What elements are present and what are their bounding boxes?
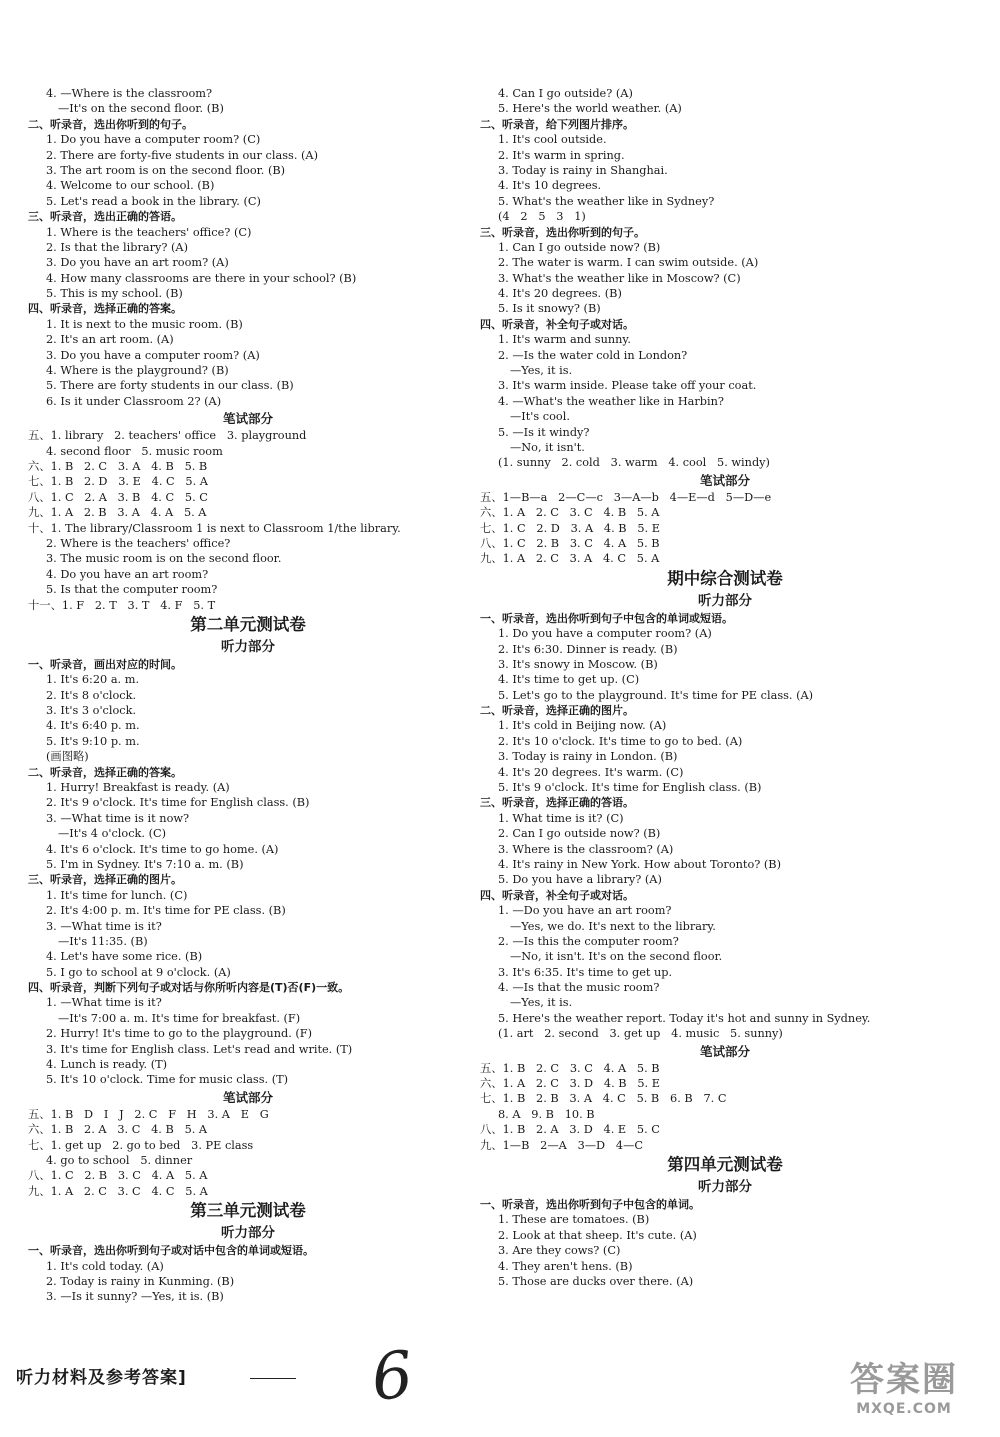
section-heading: 四、听录音，补全句子或对话。	[480, 317, 634, 331]
answer-line: 4. Where is the playground? (B)	[46, 364, 229, 378]
answer-line: 4. —What's the weather like in Harbin?	[498, 394, 724, 408]
answer-line: 8. A 9. B 10. B	[498, 1107, 595, 1121]
answer-line: 2. The water is warm. I can swim outside. (A)	[498, 256, 759, 270]
answer-line: 3. The music room is on the second floor.	[46, 552, 282, 566]
answer-line: 七、1. C 2. D 3. A 4. B 5. E	[480, 521, 660, 535]
section-heading: 四、听录音，判断下列句子或对话与你所听内容是(T)否(F)一致。	[28, 981, 350, 995]
section-heading: 三、听录音，选出你听到的句子。	[480, 225, 645, 239]
answer-line: 2. It's warm in spring.	[498, 148, 625, 162]
answer-line: 五、1. library 2. teachers' office 3. playground	[28, 429, 307, 443]
part-title: 笔试部分	[699, 472, 750, 488]
answer-line: 3. It's 6:35. It's time to get up.	[498, 965, 673, 979]
answer-line: 2. Can I go outside now? (B)	[498, 827, 661, 841]
answer-line: 九、1—B 2—A 3—D 4—C	[480, 1138, 644, 1152]
answer-line: 1. It's cold today. (A)	[46, 1259, 164, 1273]
watermark-site: MXQE.COM	[856, 1401, 952, 1417]
part-title: 笔试部分	[699, 1043, 750, 1059]
answer-line: 1. Do you have a computer room? (A)	[498, 627, 712, 641]
answer-line: 3. Today is rainy in Shanghai.	[498, 163, 668, 177]
answer-line: 4. Welcome to our school. (B)	[46, 179, 215, 193]
answer-line: 3. —Is it sunny? —Yes, it is. (B)	[46, 1290, 224, 1304]
answer-line: 2. Where is the teachers' office?	[46, 536, 231, 550]
answer-line: —It's 7:00 a. m. It's time for breakfast. (F)	[58, 1011, 301, 1025]
section-heading: 一、听录音，选出你听到句子或对话中包含的单词或短语。	[28, 1244, 314, 1258]
answer-line: 五、1. B 2. C 3. C 4. A 5. B	[480, 1061, 660, 1075]
answer-line: 2. It's 9 o'clock. It's time for English class. (B)	[46, 796, 310, 810]
answer-line: 4. It's rainy in New York. How about Toronto? (B)	[498, 857, 782, 871]
watermark-logo: 答案圈	[850, 1360, 958, 1400]
section-heading: 二、听录音，给下列图片排序。	[480, 117, 634, 131]
answer-line: 3. Are they cows? (C)	[498, 1244, 621, 1258]
answer-line: 4. It's 20 degrees. It's warm. (C)	[498, 765, 684, 779]
answer-line: 3. Today is rainy in London. (B)	[498, 750, 678, 764]
answer-line: 5. Let's go to the playground. It's time for PE class. (A)	[498, 688, 814, 702]
answer-line: 1. Can I go outside now? (B)	[498, 240, 661, 254]
section-heading: 一、听录音，选出你听到句子中包含的单词或短语。	[480, 611, 733, 625]
section-heading: 二、听录音，选出你听到的句子。	[28, 117, 193, 131]
answer-line: 2. It's 6:30. Dinner is ready. (B)	[498, 642, 678, 656]
answer-line: 3. The art room is on the second floor. (B)	[46, 163, 286, 177]
section-heading: 一、听录音，画出对应的时间。	[28, 657, 182, 671]
answer-line: 1. —Do you have an art room?	[498, 904, 672, 918]
answer-line: (画图略)	[46, 750, 89, 764]
answer-line: 5. I go to school at 9 o'clock. (A)	[46, 965, 231, 979]
answer-line: 五、1. B D I J 2. C F H 3. A E G	[28, 1107, 269, 1121]
answer-line: 5. There are forty students in our class. (B)	[46, 379, 294, 393]
answer-line: 5. I'm in Sydney. It's 7:10 a. m. (B)	[46, 857, 244, 871]
answer-line: 4. How many classrooms are there in your school? (B)	[46, 271, 357, 285]
answer-line: 4. Can I go outside? (A)	[498, 87, 633, 100]
answer-line: 1. —What time is it?	[46, 996, 162, 1010]
answer-line: 4. Do you have an art room?	[46, 567, 209, 581]
answer-line: 1. It's 6:20 a. m.	[46, 673, 140, 687]
unit-title: 第四单元测试卷	[667, 1155, 783, 1174]
answer-line: 七、1. B 2. B 3. A 4. C 5. B 6. B 7. C	[480, 1092, 727, 1106]
answer-line: 八、1. C 2. A 3. B 4. C 5. C	[28, 490, 208, 504]
footer-rule	[250, 1378, 296, 1379]
answer-line: 5. This is my school. (B)	[46, 287, 183, 301]
answer-line: —No, it isn't. It's on the second floor.	[510, 950, 723, 964]
answer-line: 4. It's 20 degrees. (B)	[498, 287, 622, 301]
answer-line: 3. —What time is it now?	[46, 811, 190, 825]
answer-line: 1. What time is it? (C)	[498, 811, 624, 825]
answer-line: 4. It's time to get up. (C)	[498, 673, 640, 687]
answer-line: 2. Look at that sheep. It's cute. (A)	[498, 1228, 697, 1242]
answer-line: 3. What's the weather like in Moscow? (C)	[498, 271, 741, 285]
answer-line: 5. It's 9 o'clock. It's time for English class. (B)	[498, 781, 762, 795]
answer-line: 1. It is next to the music room. (B)	[46, 317, 243, 331]
answer-line: 2. It's 10 o'clock. It's time to go to bed. (A)	[498, 734, 743, 748]
answer-line: 5. What's the weather like in Sydney?	[498, 194, 715, 208]
answer-line: 1. It's cool outside.	[498, 133, 607, 147]
answer-line: 4. It's 10 degrees.	[498, 179, 602, 193]
answer-line: 3. Do you have a computer room? (A)	[46, 348, 260, 362]
answer-line: 4. It's 6 o'clock. It's time to go home. (A)	[46, 842, 279, 856]
answer-line: 九、1. A 2. C 3. A 4. C 5. A	[480, 552, 660, 566]
answer-line: —It's on the second floor. (B)	[58, 102, 224, 116]
answer-line: 4. Lunch is ready. (T)	[46, 1058, 168, 1072]
answer-line: (4 2 5 3 1)	[498, 210, 586, 224]
answer-line: 5. —Is it windy?	[498, 425, 590, 439]
answer-line: 5. It's 10 o'clock. Time for music class. (T)	[46, 1073, 289, 1087]
answer-line: 3. It's warm inside. Please take off your coat.	[498, 379, 757, 393]
answer-line: 4. They aren't hens. (B)	[498, 1259, 633, 1273]
part-title: 笔试部分	[222, 1089, 273, 1105]
section-heading: 二、听录音，选择正确的图片。	[480, 704, 634, 718]
section-heading: 四、听录音，选择正确的答案。	[28, 302, 182, 316]
answer-line: 2. There are forty-five students in our class. (A)	[46, 148, 318, 162]
section-heading: 二、听录音，选择正确的答案。	[28, 765, 182, 779]
answer-line: 4. Let's have some rice. (B)	[46, 950, 203, 964]
answer-line: 4. go to school 5. dinner	[46, 1154, 193, 1167]
part-title: 笔试部分	[222, 411, 273, 427]
section-heading: 三、听录音，选出正确的答语。	[28, 210, 182, 224]
answer-line: 5. Here's the weather report. Today it's hot and sunny in Sydney.	[498, 1011, 871, 1025]
answer-line: 2. —Is this the computer room?	[498, 934, 679, 948]
answer-line: 1. It's cold in Beijing now. (A)	[498, 719, 667, 733]
answer-line: 六、1. B 2. A 3. C 4. B 5. A	[28, 1123, 208, 1137]
answer-line: 3. Where is the classroom? (A)	[498, 842, 674, 856]
answer-line: 5. Is that the computer room?	[46, 583, 218, 597]
answer-line: 1. It's time for lunch. (C)	[46, 888, 188, 902]
answer-line: 1. It's warm and sunny.	[498, 333, 631, 347]
answer-line: —It's 11:35. (B)	[58, 934, 148, 948]
answer-line: 1. Where is the teachers' office? (C)	[46, 225, 252, 239]
answer-line: 4. It's 6:40 p. m.	[46, 719, 140, 733]
answer-line: 十一、1. F 2. T 3. T 4. F 5. T	[28, 598, 216, 612]
answer-line: 5. Do you have a library? (A)	[498, 873, 662, 887]
answer-line: 十、1. The library/Classroom 1 is next to Classroom 1/the library.	[28, 521, 401, 535]
answer-line: 1. Hurry! Breakfast is ready. (A)	[46, 781, 230, 795]
answer-line: 七、1. get up 2. go to bed 3. PE class	[28, 1138, 254, 1152]
answer-line: 2. Hurry! It's time to go to the playground. (F)	[46, 1027, 313, 1041]
left-column	[28, 86, 468, 1305]
answer-line: 3. Do you have an art room? (A)	[46, 256, 229, 270]
answer-line: 3. It's snowy in Moscow. (B)	[498, 657, 658, 671]
answer-line: —Yes, it is.	[510, 996, 573, 1010]
answer-line: —No, it isn't.	[510, 440, 585, 454]
answer-line: 九、1. A 2. C 3. C 4. C 5. A	[28, 1184, 208, 1198]
answer-line: 5. It's 9:10 p. m.	[46, 734, 140, 748]
answer-line: 5. Let's read a book in the library. (C)	[46, 194, 261, 208]
answer-line: 2. It's 8 o'clock.	[46, 688, 137, 702]
answer-line: 2. Today is rainy in Kunming. (B)	[46, 1274, 235, 1288]
answer-line: 4. second floor 5. music room	[46, 444, 223, 458]
answer-line: 六、1. A 2. C 3. C 4. B 5. A	[480, 506, 660, 520]
part-title: 听力部分	[221, 638, 275, 655]
answer-line: (1. sunny 2. cold 3. warm 4. cool 5. windy)	[498, 456, 770, 470]
answer-line: 2. —Is the water cold in London?	[498, 348, 688, 362]
answer-line: 2. Is that the library? (A)	[46, 240, 188, 254]
section-heading: 三、听录音，选择正确的图片。	[28, 873, 182, 887]
answer-line: 5. Here's the world weather. (A)	[498, 102, 682, 116]
answer-line: 2. It's 4:00 p. m. It's time for PE class. (B)	[46, 904, 286, 918]
section-heading: 四、听录音，补全句子或对话。	[480, 888, 634, 902]
part-title: 听力部分	[698, 592, 752, 609]
answer-line: 八、1. C 2. B 3. C 4. A 5. A	[28, 1169, 208, 1183]
answer-line: 五、1—B—a 2—C—c 3—A—b 4—E—d 5—D—e	[480, 490, 772, 504]
watermark	[820, 1360, 988, 1426]
answer-line: 1. These are tomatoes. (B)	[498, 1213, 650, 1227]
answer-line: 5. Those are ducks over there. (A)	[498, 1274, 694, 1288]
answer-line: —Yes, it is.	[510, 364, 573, 378]
answer-line: 3. It's 3 o'clock.	[46, 704, 137, 718]
answer-line: 八、1. C 2. B 3. C 4. A 5. B	[480, 536, 660, 550]
answer-line: 七、1. B 2. D 3. E 4. C 5. A	[28, 475, 208, 489]
answer-line: 八、1. B 2. A 3. D 4. E 5. C	[480, 1123, 660, 1137]
right-column	[480, 86, 970, 1289]
answer-line: 2. It's an art room. (A)	[46, 333, 174, 347]
answer-line: 4. —Where is the classroom?	[46, 87, 213, 100]
unit-title: 第二单元测试卷	[190, 614, 306, 634]
part-title: 听力部分	[698, 1179, 752, 1195]
answer-line: 六、1. A 2. C 3. D 4. B 5. E	[480, 1077, 660, 1091]
section-heading: 三、听录音，选择正确的答语。	[480, 796, 634, 810]
answer-line: 5. Is it snowy? (B)	[498, 302, 601, 316]
answer-line: (1. art 2. second 3. get up 4. music 5. sunny)	[498, 1027, 783, 1041]
answer-line: 九、1. A 2. B 3. A 4. A 5. A	[28, 506, 207, 520]
footer-title: 听力材料及参考答案]	[16, 1368, 187, 1388]
answer-line: 3. —What time is it?	[46, 919, 162, 933]
section-heading: 一、听录音，选出你听到句子中包含的单词。	[480, 1198, 700, 1211]
answer-line: 1. Do you have a computer room? (C)	[46, 133, 261, 147]
part-title: 听力部分	[221, 1225, 275, 1242]
answer-line: 6. Is it under Classroom 2? (A)	[46, 394, 222, 408]
answer-line: 3. It's time for English class. Let's read and write. (T)	[46, 1042, 353, 1056]
answer-line: 六、1. B 2. C 3. A 4. B 5. B	[28, 459, 208, 473]
page-number: 6	[368, 1338, 417, 1416]
answer-line: —Yes, we do. It's next to the library.	[510, 919, 716, 933]
answer-line: —It's 4 o'clock. (C)	[58, 827, 167, 841]
answer-line: —It's cool.	[510, 410, 570, 424]
answer-line: 4. —Is that the music room?	[498, 981, 660, 995]
unit-title: 第三单元测试卷	[190, 1201, 306, 1221]
unit-title: 期中综合测试卷	[667, 568, 783, 588]
